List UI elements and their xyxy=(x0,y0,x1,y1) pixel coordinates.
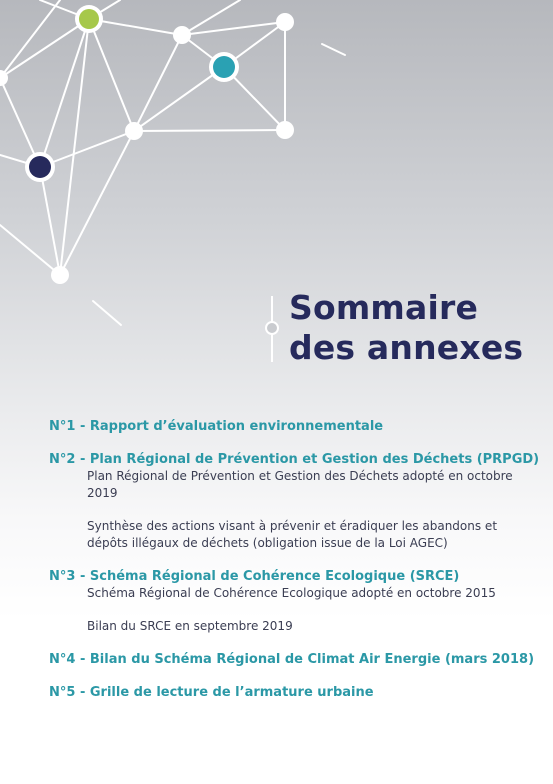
toc-entry-1 xyxy=(49,418,519,435)
toc-subitem: Bilan du SRCE en septembre 2019 xyxy=(87,619,293,633)
toc-entry-heading: N°4 - Bilan du Schéma Régional de Climat Air Energie (mars 2018) xyxy=(49,652,535,667)
toc-subitem: Plan Régional de Prévention et Gestion des Déchets adopté en octobre 2019 xyxy=(87,469,513,500)
toc-entry-number: N°2 xyxy=(49,452,76,467)
toc-entry-heading: N°1 - Rapport d’évaluation environnementale xyxy=(49,419,384,434)
toc-entry-label: Rapport d’évaluation environnementale xyxy=(89,419,384,434)
toc-entry-number: N°4 xyxy=(49,652,76,667)
toc-entry-number: N°5 xyxy=(49,685,76,700)
toc-entry-number: N°3 xyxy=(49,569,76,584)
toc-entry-heading: N°5 - Grille de lecture de l’armature urbaine xyxy=(49,685,374,700)
toc-subitem: Synthèse des actions visant à prévenir et éradiquer les abandons et dépôts illégaux de déchets (obligation issue de la Loi AGEC) xyxy=(87,519,498,550)
toc-entry-label: Bilan du Schéma Régional de Climat Air Energie (mars 2018) xyxy=(89,652,535,667)
toc-entry-label: Plan Régional de Prévention et Gestion des Déchets (PRPGD) xyxy=(89,452,540,467)
toc-subitem: Schéma Régional de Cohérence Ecologique adopté en octobre 2015 xyxy=(87,586,496,600)
toc-entry-2 xyxy=(49,451,540,552)
toc-entry-label: Schéma Régional de Cohérence Ecologique (SRCE) xyxy=(89,569,460,584)
table-of-contents xyxy=(49,418,540,701)
page-title xyxy=(289,288,523,368)
toc-entry-number: N°1 xyxy=(49,419,76,434)
title-bullet-icon xyxy=(265,321,279,335)
toc-entry-4 xyxy=(49,651,535,668)
toc-entry-5 xyxy=(49,684,519,701)
page-title-line2: des annexes xyxy=(289,328,524,367)
toc-entry-label: Grille de lecture de l’armature urbaine xyxy=(89,685,374,700)
page-title-line1: Sommaire xyxy=(289,288,479,327)
toc-entry-3 xyxy=(49,568,519,635)
toc-entry-heading: N°2 - Plan Régional de Prévention et Gestion des Déchets (PRPGD) xyxy=(49,452,540,467)
title-block xyxy=(265,288,545,378)
toc-entry-heading: N°3 - Schéma Régional de Cohérence Ecologique (SRCE) xyxy=(49,569,460,584)
